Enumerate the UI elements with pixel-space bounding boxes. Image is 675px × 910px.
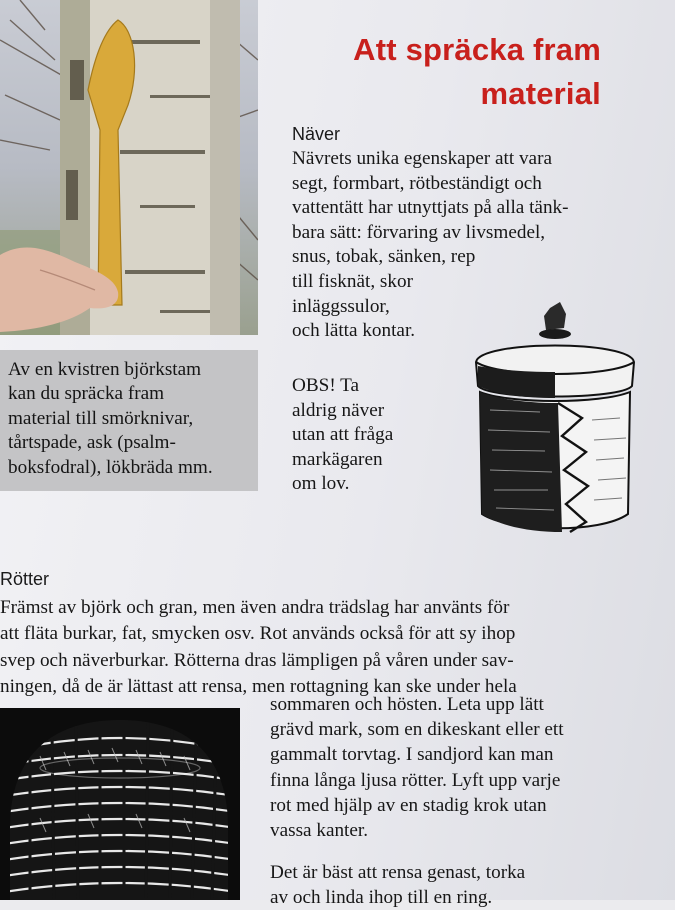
birch-knife-photo <box>0 0 258 335</box>
obs-line: utan att fråga <box>292 424 394 446</box>
caption-line: material till smörknivar, <box>8 407 194 429</box>
rotter-line: grävd mark, som en dikeskant eller ett <box>270 719 564 741</box>
obs-line: OBS! Ta <box>292 375 360 396</box>
obs-note <box>292 374 393 497</box>
rotter-line: finna långa ljusa rötter. Lyft upp varje <box>270 769 561 791</box>
obs-line: aldrig näver <box>292 399 385 421</box>
naver-line: bara sätt: förvaring av livsmedel, <box>292 221 546 243</box>
obs-line: om lov. <box>292 473 350 495</box>
naver-heading: Näver <box>292 124 341 144</box>
rotter-heading: Rötter <box>0 569 50 589</box>
woven-root-basket-icon <box>0 708 240 900</box>
caption-line: Av en kvistren björkstam <box>8 359 202 380</box>
rotter-line: gammalt torvtag. I sandjord kan man <box>270 744 554 766</box>
rotter-line: rot med hjälp av en stadig krok utan <box>270 794 547 816</box>
rotter-line: ningen, då de är lättast att rensa, men rottagning kan ske under hela <box>0 675 517 697</box>
rotter-line: av och linda ihop till en ring. <box>270 887 493 909</box>
rotter-line: svep och näverburkar. Rötterna dras lämpligen på våren under sav- <box>0 649 514 671</box>
rotter-line: sommaren och hösten. Leta upp lätt <box>270 694 544 715</box>
page-title <box>353 28 601 116</box>
naver-line: Nävrets unika egenskaper att vara <box>292 148 552 169</box>
naver-line: segt, formbart, rötbeständigt och <box>292 172 542 194</box>
rotter-line: att fläta burkar, fat, smycken osv. Rot används också för att sy ihop <box>0 623 516 645</box>
caption-line: boksfodral), lökbräda mm. <box>8 456 213 478</box>
naver-line: och lätta kontar. <box>292 320 416 342</box>
rotter-line: Det är bäst att rensa genast, torka <box>270 862 526 883</box>
obs-line: markägaren <box>292 448 383 470</box>
rotter-line: vassa kanter. <box>270 820 369 842</box>
naver-line: vattentätt har utnyttjats på alla tänk- <box>292 197 569 219</box>
caption-line: kan du spräcka fram <box>8 383 165 405</box>
caption-line: tårtspade, ask (psalm- <box>8 432 176 454</box>
title-line-1: Att spräcka fram <box>353 32 601 67</box>
birch-bark-box-icon <box>470 300 640 536</box>
naver-line: snus, tobak, sänken, rep <box>292 246 476 268</box>
rotter-paragraph-narrow <box>270 692 564 843</box>
naver-line: till fisknät, skor <box>292 270 413 292</box>
rotter-line: Främst av björk och gran, men även andra trädslag har använts för <box>0 597 510 618</box>
caption-box <box>0 350 258 491</box>
rotter-paragraph-wide <box>0 595 517 700</box>
title-line-2: material <box>480 76 601 111</box>
rotter-paragraph-last <box>270 860 525 910</box>
naver-line: inläggssulor, <box>292 295 390 317</box>
